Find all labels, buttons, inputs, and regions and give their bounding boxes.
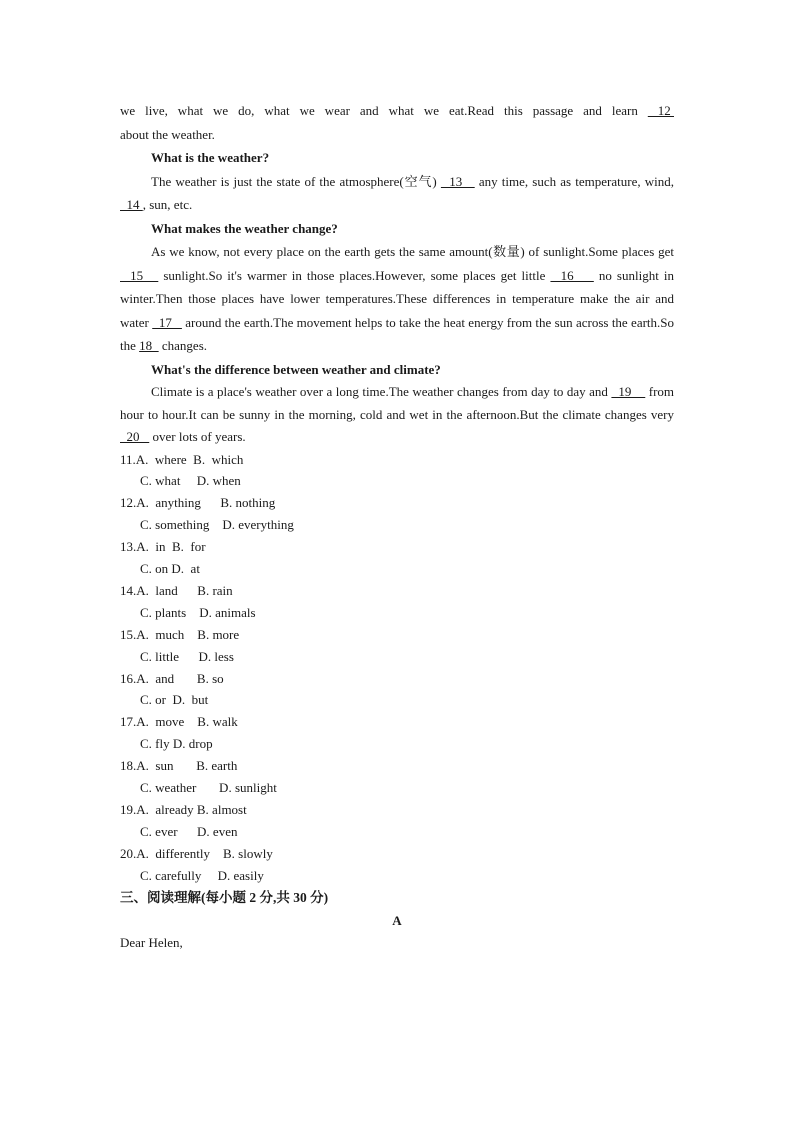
blank-18: 18 bbox=[139, 338, 159, 353]
question-20-options-ab: 20.A. differently B. slowly bbox=[120, 845, 273, 861]
part-label: A bbox=[392, 912, 402, 928]
section-title-reading: 三、阅读理解(每小题 2 分,共 30 分) bbox=[120, 889, 329, 905]
paragraph-text: around the earth.The movement helps to take the heat energy from the sun across the earth.So the bbox=[120, 314, 675, 353]
subheading-weather-change: What makes the weather change? bbox=[151, 220, 338, 236]
paragraph-text: Climate is a place's weather over a long time.The weather changes from day to day and bbox=[151, 384, 612, 399]
question-18-options-ab: 18.A. sun B. earth bbox=[120, 758, 238, 774]
question-12-options-cd: C. something D. everything bbox=[140, 517, 294, 533]
question-17-options-ab: 17.A. move B. walk bbox=[120, 714, 238, 730]
paragraph-text: As we know, not every place on the earth gets the same amount(数量) of sunlight.Some places get bbox=[151, 244, 674, 259]
question-13-options-ab: 13.A. in B. for bbox=[120, 539, 206, 555]
blank-16: 16 bbox=[550, 267, 594, 283]
blank-12: 12 bbox=[647, 103, 674, 118]
paragraph-weather-change bbox=[120, 240, 674, 358]
blank-17: 17 bbox=[152, 314, 182, 330]
paragraph-text: from hour to hour.It can be sunny in the morning, cold and wet in the afternoon.But the climate changes very bbox=[120, 384, 675, 422]
question-16-options-cd: C. or D. but bbox=[140, 692, 209, 708]
question-15-options-cd: C. little D. less bbox=[140, 648, 234, 664]
blank-19: 19 bbox=[611, 384, 646, 399]
question-17-options-cd: C. fly D. drop bbox=[140, 736, 213, 752]
question-18-options-cd: C. weather D. sunlight bbox=[140, 780, 277, 796]
subheading-what-is-weather: What is the weather? bbox=[151, 150, 270, 165]
paragraph-text: no sunlight in winter.Then those places have lower temperatures.These differences in temperature make the air and water bbox=[120, 267, 674, 330]
question-12-options-ab: 12.A. anything B. nothing bbox=[120, 495, 276, 511]
question-14-options-cd: C. plants D. animals bbox=[140, 604, 256, 620]
paragraph-text: changes. bbox=[158, 338, 208, 353]
passage-intro-line bbox=[120, 99, 674, 123]
letter-salutation: Dear Helen, bbox=[120, 934, 183, 950]
question-11-options-ab: 11.A. where B. which bbox=[120, 451, 244, 467]
question-19-options-cd: C. ever D. even bbox=[140, 823, 238, 839]
question-14-options-ab: 14.A. land B. rain bbox=[120, 582, 233, 598]
question-19-options-ab: 19.A. already B. almost bbox=[120, 802, 247, 817]
question-16-options-ab: 16.A. and B. so bbox=[120, 670, 224, 686]
blank-13: 13 bbox=[440, 173, 475, 189]
paragraph-text: over lots of years. bbox=[149, 429, 246, 444]
blank-15: 15 bbox=[120, 267, 159, 283]
paragraph-text: The weather is just the state of the atmosphere(空气) bbox=[151, 173, 441, 189]
paragraph-climate bbox=[120, 381, 674, 449]
paragraph-text: , sun, etc. bbox=[142, 197, 193, 212]
paragraph-text: any time, such as temperature, wind, bbox=[474, 173, 674, 189]
question-13-options-cd: C. on D. at bbox=[140, 561, 200, 577]
blank-14: 14 bbox=[120, 197, 143, 212]
question-15-options-ab: 15.A. much B. more bbox=[120, 626, 240, 642]
paragraph-weather-definition bbox=[120, 170, 674, 217]
question-20-options-cd: C. carefully D. easily bbox=[140, 867, 264, 883]
answer-options bbox=[120, 449, 674, 887]
document-page bbox=[120, 99, 674, 954]
subheading-weather-vs-climate: What's the difference between weather and climate? bbox=[151, 361, 441, 377]
blank-20: 20 bbox=[120, 429, 150, 444]
paragraph-text: sunlight.So it's warmer in those places.However, some places get little bbox=[158, 267, 551, 283]
intro-text: we live, what we do, what we wear and what we eat.Read this passage and learn bbox=[120, 103, 648, 118]
passage-intro-line2: about the weather. bbox=[120, 126, 215, 142]
question-11-options-cd: C. what D. when bbox=[140, 473, 241, 489]
